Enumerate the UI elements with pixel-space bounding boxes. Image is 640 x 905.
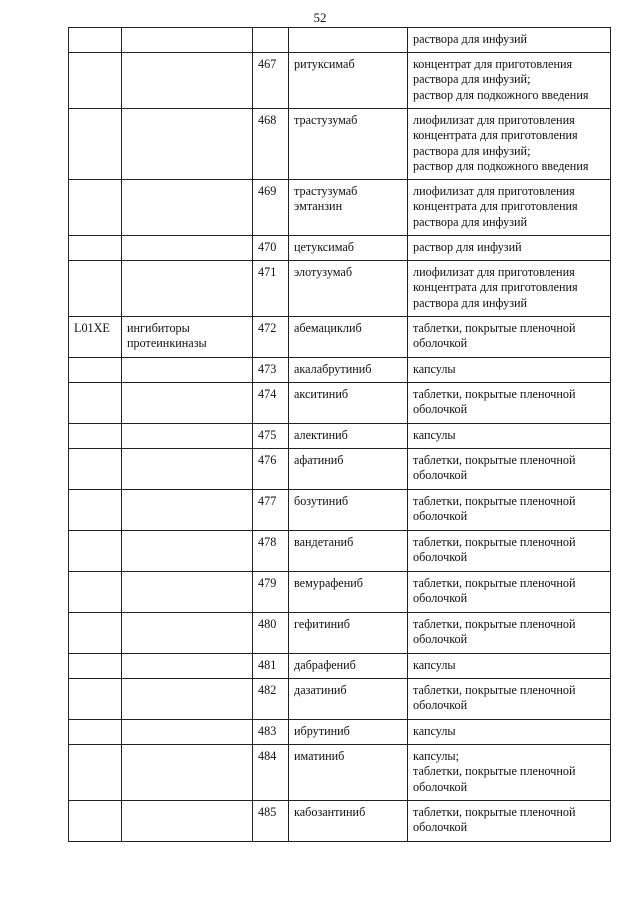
dosage-form-line: таблетки, покрытые пленочной: [413, 321, 576, 335]
drug-name-cell: дабрафениб: [289, 654, 408, 679]
drug-name-cell: акалабрутиниб: [289, 358, 408, 383]
atc-code-cell: [69, 236, 122, 261]
table-row: [69, 424, 611, 449]
dosage-form-line: лиофилизат для приготовления: [413, 265, 575, 279]
dosage-form-line: оболочкой: [413, 509, 468, 524]
table-row: [69, 53, 611, 109]
dosage-form-line: капсулы: [413, 428, 456, 442]
table-row: [69, 261, 611, 317]
dosage-form-cell: [408, 424, 611, 449]
atc-code-cell: [69, 28, 122, 53]
drug-name-cell: цетуксимаб: [289, 236, 408, 261]
dosage-form-cell: [408, 572, 611, 613]
drug-name-cell: вемурафениб: [289, 572, 408, 613]
dosage-form-line: оболочкой: [413, 591, 468, 606]
dosage-form-line: таблетки, покрытые пленочной: [413, 576, 576, 590]
drug-name-cell: ритуксимаб: [289, 53, 408, 109]
row-number-cell: 476: [253, 449, 289, 490]
drug-table-body: [69, 28, 611, 842]
dosage-form-line: оболочкой: [413, 468, 468, 483]
table-row: [69, 613, 611, 654]
dosage-form-line: таблетки, покрытые пленочной: [413, 617, 576, 631]
drug-name-cell: абемациклиб: [289, 317, 408, 358]
dosage-form-line: оболочкой: [413, 550, 468, 565]
atc-code-cell: [69, 613, 122, 654]
row-number-cell: 475: [253, 424, 289, 449]
atc-code-cell: [69, 745, 122, 801]
dosage-form-line: концентрата для приготовления: [413, 199, 578, 214]
dosage-form-cell: [408, 745, 611, 801]
dosage-form-cell: [408, 358, 611, 383]
table-row: [69, 720, 611, 745]
dosage-form-line: лиофилизат для приготовления: [413, 113, 575, 127]
table-row: [69, 801, 611, 842]
drug-name-cell: элотузумаб: [289, 261, 408, 317]
dosage-form-line: оболочкой: [413, 336, 468, 351]
dosage-form-cell: [408, 317, 611, 358]
pharm-group-cell: [122, 261, 253, 317]
dosage-form-cell: [408, 531, 611, 572]
drug-table: [68, 27, 611, 842]
dosage-form-line: оболочкой: [413, 632, 468, 647]
dosage-form-line: раствора для инфузий: [413, 32, 528, 46]
dosage-form-line: раствор для подкожного введения: [413, 159, 589, 174]
dosage-form-line: раствора для инфузий: [413, 295, 528, 310]
row-number-cell: 468: [253, 109, 289, 180]
table-row: [69, 317, 611, 358]
dosage-form-line: лиофилизат для приготовления: [413, 184, 575, 198]
drug-name-cell: иматиниб: [289, 745, 408, 801]
dosage-form-line: концентрата для приготовления: [413, 280, 578, 295]
atc-code-cell: [69, 720, 122, 745]
drug-name-cell: трастузумаб: [289, 109, 408, 180]
pharm-group-cell: [122, 654, 253, 679]
drug-name-cell: бозутиниб: [289, 490, 408, 531]
dosage-form-cell: [408, 261, 611, 317]
pharm-group-cell: [122, 572, 253, 613]
dosage-form-line: раствор для инфузий: [413, 240, 522, 254]
atc-code-cell: [69, 490, 122, 531]
row-number-cell: 485: [253, 801, 289, 842]
dosage-form-line: таблетки, покрытые пленочной: [413, 453, 576, 467]
row-number-cell: 467: [253, 53, 289, 109]
row-number-cell: 471: [253, 261, 289, 317]
pharm-group-cell: [122, 449, 253, 490]
table-row: [69, 236, 611, 261]
dosage-form-cell: [408, 180, 611, 236]
drug-name-cell: гефитиниб: [289, 613, 408, 654]
pharm-group-cell: [122, 801, 253, 842]
pharm-group-cell: [122, 490, 253, 531]
table-row: [69, 358, 611, 383]
pharm-group-cell: [122, 679, 253, 720]
pharm-group-cell: [122, 720, 253, 745]
dosage-form-line: раствора для инфузий: [413, 214, 528, 229]
drug-name-cell: дазатиниб: [289, 679, 408, 720]
pharm-group-cell: [122, 424, 253, 449]
drug-name-cell: ибрутиниб: [289, 720, 408, 745]
atc-code-cell: [69, 53, 122, 109]
table-row: [69, 679, 611, 720]
pharm-group-cell: [122, 531, 253, 572]
drug-name-cell: акситиниб: [289, 383, 408, 424]
pharm-group-cell: ингибиторы протеинкиназы: [122, 317, 253, 358]
dosage-form-cell: [408, 383, 611, 424]
dosage-form-line: раствора для инфузий;: [413, 72, 531, 87]
atc-code-cell: [69, 383, 122, 424]
pharm-group-cell: [122, 180, 253, 236]
row-number-cell: 479: [253, 572, 289, 613]
row-number-cell: 477: [253, 490, 289, 531]
row-number-cell: [253, 28, 289, 53]
atc-code-cell: L01XE: [69, 317, 122, 358]
row-number-cell: 469: [253, 180, 289, 236]
atc-code-cell: [69, 109, 122, 180]
drug-name-cell: афатиниб: [289, 449, 408, 490]
pharm-group-cell: [122, 613, 253, 654]
dosage-form-line: оболочкой: [413, 402, 468, 417]
atc-code-cell: [69, 261, 122, 317]
pharm-group-cell: [122, 236, 253, 261]
page-number: 52: [313, 10, 327, 25]
pharm-group-cell: [122, 53, 253, 109]
atc-code-cell: [69, 679, 122, 720]
dosage-form-line: таблетки, покрытые пленочной: [413, 387, 576, 401]
dosage-form-line: таблетки, покрытые пленочной: [413, 764, 576, 779]
dosage-form-cell: [408, 679, 611, 720]
row-number-cell: 473: [253, 358, 289, 383]
atc-code-cell: [69, 424, 122, 449]
drug-name-cell: трастузумаб эмтанзин: [289, 180, 408, 236]
dosage-form-line: концентрат для приготовления: [413, 57, 573, 71]
dosage-form-line: концентрата для приготовления: [413, 128, 578, 143]
dosage-form-cell: [408, 720, 611, 745]
dosage-form-line: оболочкой: [413, 779, 468, 794]
drug-name-cell: вандетаниб: [289, 531, 408, 572]
dosage-form-line: оболочкой: [413, 820, 468, 835]
table-row: [69, 109, 611, 180]
table-row: [69, 572, 611, 613]
atc-code-cell: [69, 654, 122, 679]
atc-code-cell: [69, 801, 122, 842]
pharm-group-cell: [122, 383, 253, 424]
dosage-form-cell: [408, 613, 611, 654]
dosage-form-cell: [408, 28, 611, 53]
row-number-cell: 470: [253, 236, 289, 261]
drug-name-cell: [289, 28, 408, 53]
dosage-form-cell: [408, 449, 611, 490]
atc-code-cell: [69, 180, 122, 236]
pharm-group-cell: [122, 109, 253, 180]
pharm-group-cell: [122, 745, 253, 801]
table-row: [69, 490, 611, 531]
dosage-form-line: таблетки, покрытые пленочной: [413, 494, 576, 508]
atc-code-cell: [69, 531, 122, 572]
drug-name-cell: кабозантиниб: [289, 801, 408, 842]
row-number-cell: 482: [253, 679, 289, 720]
atc-code-cell: [69, 358, 122, 383]
dosage-form-cell: [408, 53, 611, 109]
dosage-form-line: оболочкой: [413, 698, 468, 713]
dosage-form-line: капсулы: [413, 724, 456, 738]
table-row: [69, 28, 611, 53]
table-row: [69, 531, 611, 572]
dosage-form-line: раствор для подкожного введения: [413, 87, 589, 102]
dosage-form-cell: [408, 801, 611, 842]
dosage-form-line: таблетки, покрытые пленочной: [413, 535, 576, 549]
drug-name-cell: алектиниб: [289, 424, 408, 449]
dosage-form-line: капсулы;: [413, 749, 459, 763]
dosage-form-cell: [408, 490, 611, 531]
pharm-group-cell: [122, 358, 253, 383]
dosage-form-line: раствора для инфузий;: [413, 143, 531, 158]
row-number-cell: 484: [253, 745, 289, 801]
dosage-form-line: капсулы: [413, 362, 456, 376]
dosage-form-line: капсулы: [413, 658, 456, 672]
table-row: [69, 745, 611, 801]
row-number-cell: 478: [253, 531, 289, 572]
atc-code-cell: [69, 572, 122, 613]
dosage-form-cell: [408, 109, 611, 180]
atc-code-cell: [69, 449, 122, 490]
row-number-cell: 472: [253, 317, 289, 358]
table-row: [69, 383, 611, 424]
dosage-form-line: таблетки, покрытые пленочной: [413, 683, 576, 697]
row-number-cell: 481: [253, 654, 289, 679]
dosage-form-line: таблетки, покрытые пленочной: [413, 805, 576, 819]
dosage-form-cell: [408, 654, 611, 679]
row-number-cell: 474: [253, 383, 289, 424]
table-row: [69, 180, 611, 236]
row-number-cell: 483: [253, 720, 289, 745]
pharm-group-cell: [122, 28, 253, 53]
table-row: [69, 449, 611, 490]
row-number-cell: 480: [253, 613, 289, 654]
table-row: [69, 654, 611, 679]
dosage-form-cell: [408, 236, 611, 261]
